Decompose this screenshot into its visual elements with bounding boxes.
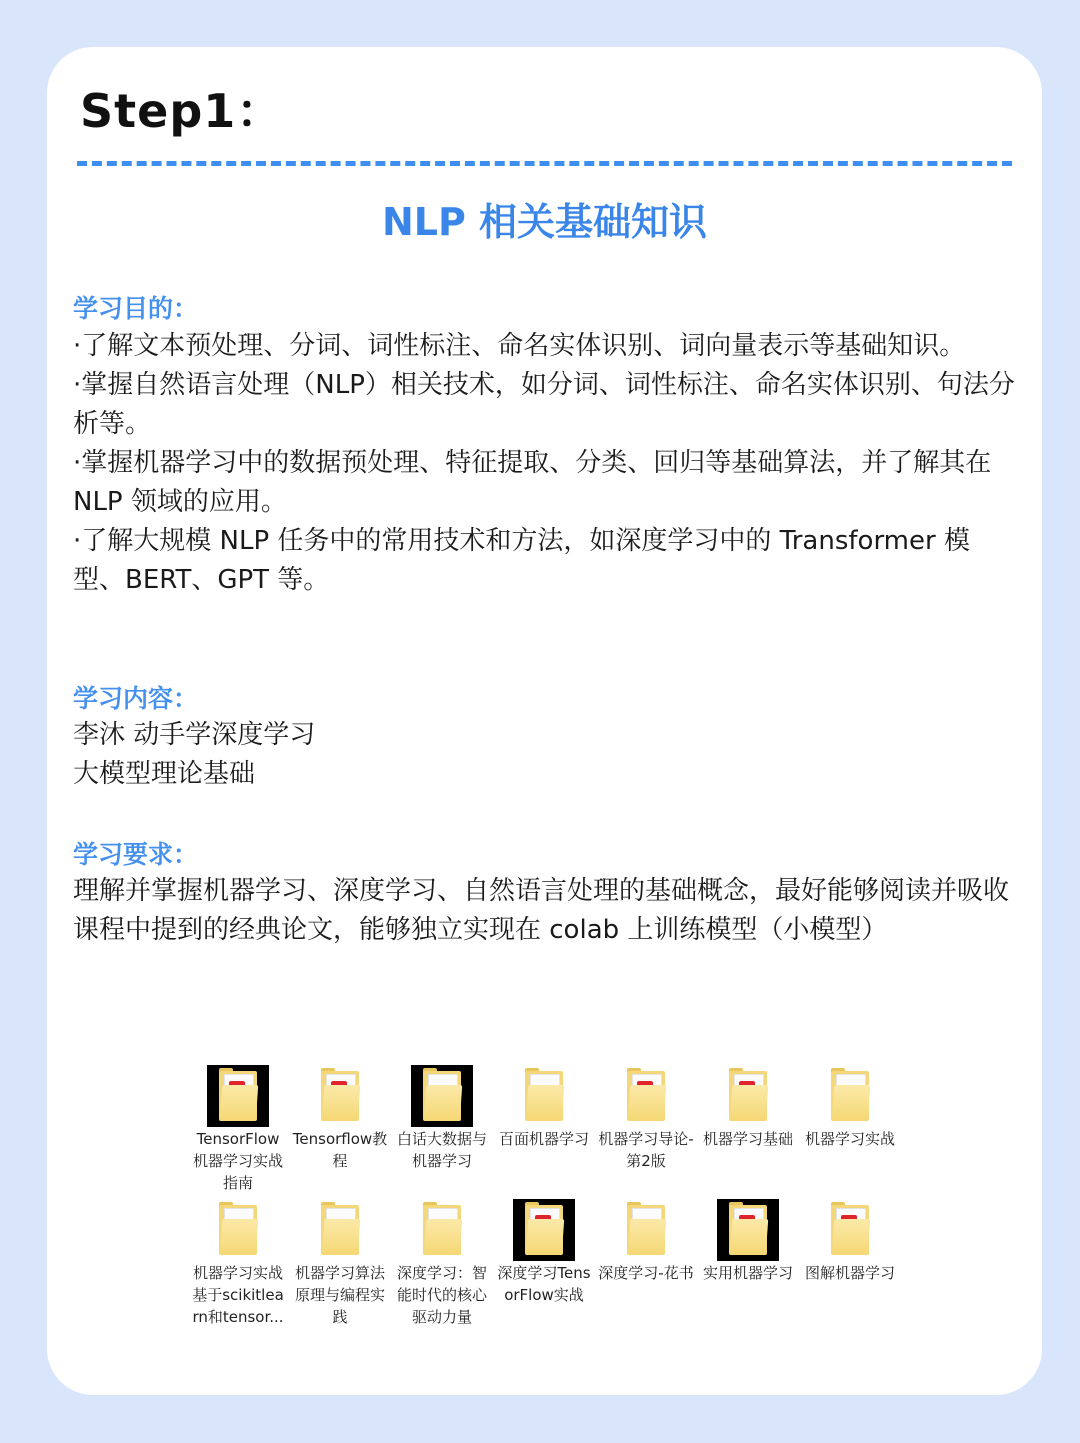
- goal-item: ·掌握自然语言处理（NLP）相关技术，如分词、词性标注、命名实体识别、句法分析等。: [73, 370, 1015, 439]
- file-row: [187, 1199, 907, 1333]
- goal-item: ·了解大规模 NLP 任务中的常用技术和方法，如深度学习中的 Transformer 模型、BERT、GPT 等。: [73, 526, 970, 595]
- file-label: 机器学习算法原理与编程实践: [294, 1264, 385, 1326]
- pdf-folder-icon: [615, 1065, 677, 1127]
- page-title: NLP 相关基础知识: [381, 200, 708, 244]
- file-label: 深度学习：智能时代的核心驱动力量: [396, 1264, 487, 1326]
- pdf-folder-icon: [717, 1065, 779, 1127]
- content-heading: 学习内容：: [73, 684, 199, 713]
- pdf-folder-icon: [513, 1199, 575, 1261]
- file-item[interactable]: [493, 1065, 595, 1150]
- folder-icon: [615, 1199, 677, 1261]
- goal-item: ·掌握机器学习中的数据预处理、特征提取、分类、回归等基础算法，并了解其在 NLP 领域的应用。: [73, 448, 992, 517]
- content-item: 大模型理论基础: [73, 759, 256, 789]
- file-label: 深度学习TensorFlow实战: [497, 1264, 591, 1304]
- file-item[interactable]: [799, 1199, 901, 1284]
- pdf-folder-icon: [207, 1065, 269, 1127]
- file-item[interactable]: [697, 1199, 799, 1284]
- file-label: 白话大数据与机器学习: [396, 1130, 487, 1170]
- file-item[interactable]: [697, 1065, 799, 1150]
- file-item[interactable]: [595, 1065, 697, 1172]
- file-item[interactable]: [493, 1199, 595, 1306]
- goals-heading: 学习目的：: [73, 294, 199, 323]
- goal-item: ·了解文本预处理、分词、词性标注、命名实体识别、词向量表示等基础知识。: [73, 331, 966, 361]
- folder-icon: [207, 1199, 269, 1261]
- dashed-divider: [77, 161, 1012, 166]
- file-item[interactable]: [289, 1065, 391, 1172]
- content-card: [47, 47, 1042, 1395]
- file-label: Tensorflow教程: [292, 1130, 388, 1170]
- file-label: TensorFlow机器学习实战指南: [192, 1130, 283, 1192]
- folder-icon: [411, 1199, 473, 1261]
- file-item[interactable]: [289, 1199, 391, 1328]
- file-item[interactable]: [187, 1199, 289, 1328]
- content-item: 李沐 动手学深度学习: [73, 720, 316, 750]
- file-item[interactable]: [799, 1065, 901, 1150]
- step-title: Step1：: [80, 84, 284, 138]
- file-label: 实用机器学习: [702, 1264, 793, 1282]
- file-grid: [187, 1065, 907, 1333]
- file-label: 百面机器学习: [498, 1130, 589, 1148]
- file-row: [187, 1065, 907, 1199]
- file-item[interactable]: [187, 1065, 289, 1194]
- pdf-folder-icon: [717, 1199, 779, 1261]
- folder-icon: [513, 1065, 575, 1127]
- file-item[interactable]: [391, 1199, 493, 1328]
- file-label: 机器学习实战: [804, 1130, 895, 1148]
- content-list: [73, 716, 1021, 794]
- file-label: 深度学习-花书: [598, 1264, 694, 1282]
- file-label: 图解机器学习: [804, 1264, 895, 1282]
- requirements-text: 理解并掌握机器学习、深度学习、自然语言处理的基础概念，最好能够阅读并吸收课程中提到的经典论文，能够独立实现在 colab 上训练模型（小模型）: [73, 876, 1010, 945]
- goals-list: [73, 327, 1021, 600]
- pdf-folder-icon: [819, 1199, 881, 1261]
- file-label: 机器学习基础: [702, 1130, 793, 1148]
- file-label: 机器学习实战基于scikitlearn和tensor...: [192, 1264, 284, 1326]
- folder-icon: [309, 1199, 371, 1261]
- pdf-folder-icon: [309, 1065, 371, 1127]
- file-item[interactable]: [391, 1065, 493, 1172]
- requirements-heading: 学习要求：: [73, 840, 199, 869]
- file-label: 机器学习导论-第2版: [598, 1130, 694, 1170]
- file-item[interactable]: [595, 1199, 697, 1284]
- folder-icon: [411, 1065, 473, 1127]
- folder-icon: [819, 1065, 881, 1127]
